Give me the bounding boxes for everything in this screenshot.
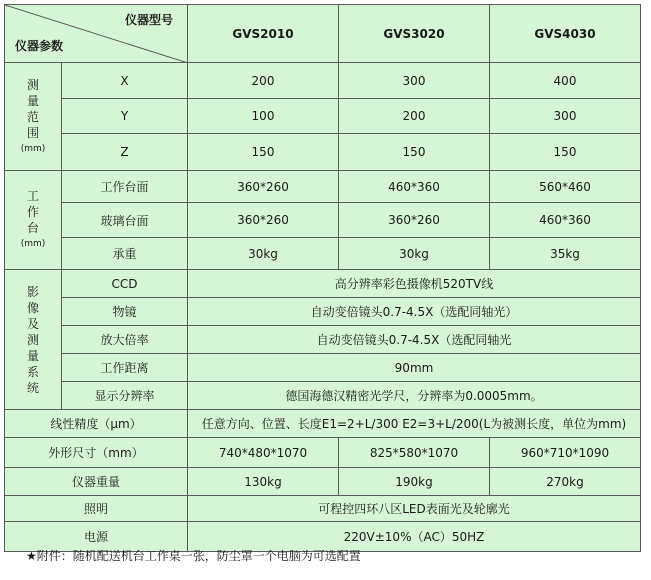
cell-value: 90mm	[188, 354, 641, 382]
cell-value: 300	[339, 63, 490, 99]
row-label: 工作距离	[62, 354, 188, 382]
imaging-group-label: 影 像 及 测 量 系 统	[5, 270, 62, 410]
row-label: Y	[62, 99, 188, 134]
table-row	[5, 171, 641, 203]
table-row	[5, 238, 641, 270]
diagonal-header-cell	[5, 5, 188, 63]
table-row	[5, 270, 641, 298]
cell-value: 200	[188, 63, 339, 99]
row-label: 外形尺寸（mm）	[5, 438, 188, 468]
row-label: 显示分辨率	[62, 382, 188, 410]
cell-value: 德国海德汉精密光学尺，分辨率为0.0005mm。	[188, 382, 641, 410]
table-row	[5, 382, 641, 410]
table-row	[5, 354, 641, 382]
range-group-label: 测 量 范 围 (mm)	[5, 63, 62, 171]
row-label: CCD	[62, 270, 188, 298]
table-group-label: 工 作 台 (mm)	[5, 171, 62, 270]
table-row	[5, 410, 641, 438]
cell-value: 150	[490, 134, 641, 171]
row-label: Z	[62, 134, 188, 171]
cell-value: 自动变倍镜头0.7-4.5X（选配同轴光	[188, 326, 641, 354]
cell-value: 360*260	[188, 171, 339, 203]
cell-value: 270kg	[490, 468, 641, 496]
row-label: 玻璃台面	[62, 203, 188, 238]
table-row	[5, 203, 641, 238]
table-row	[5, 298, 641, 326]
table-row	[5, 63, 641, 99]
cell-value: 150	[339, 134, 490, 171]
cell-value: 30kg	[339, 238, 490, 270]
spec-table	[4, 4, 641, 552]
model-header-1: GVS2010	[188, 5, 339, 63]
cell-value: 400	[490, 63, 641, 99]
corner-param-label: 仪器参数	[15, 39, 64, 53]
row-label: 承重	[62, 238, 188, 270]
cell-value: 300	[490, 99, 641, 134]
cell-value: 30kg	[188, 238, 339, 270]
row-label: 放大倍率	[62, 326, 188, 354]
cell-value: 自动变倍镜头0.7-4.5X（选配同轴光）	[188, 298, 641, 326]
table-row	[5, 496, 641, 522]
table-row	[5, 326, 641, 354]
table-row	[5, 468, 641, 496]
cell-value: 460*360	[490, 203, 641, 238]
model-header-2: GVS3020	[339, 5, 490, 63]
row-label: 工作台面	[62, 171, 188, 203]
cell-value: 360*260	[188, 203, 339, 238]
corner-model-label: 仪器型号	[124, 13, 173, 27]
cell-value: 高分辨率彩色摄像机520TV线	[188, 270, 641, 298]
table-row	[5, 134, 641, 171]
cell-value: 220V±10%（AC）50HZ	[188, 522, 641, 552]
cell-value: 任意方向、位置、长度E1=2+L/300 E2=3+L/200(L为被测长度，单位为mm)	[188, 410, 641, 438]
cell-value: 960*710*1090	[490, 438, 641, 468]
cell-value: 560*460	[490, 171, 641, 203]
cell-value: 190kg	[339, 468, 490, 496]
cell-value: 825*580*1070	[339, 438, 490, 468]
cell-value: 35kg	[490, 238, 641, 270]
row-label: 线性精度（μm）	[5, 410, 188, 438]
cell-value: 360*260	[339, 203, 490, 238]
cell-value: 可程控四环八区LED表面光及轮廓光	[188, 496, 641, 522]
row-label: 物镜	[62, 298, 188, 326]
header-row	[5, 5, 641, 63]
cell-value: 740*480*1070	[188, 438, 339, 468]
cell-value: 100	[188, 99, 339, 134]
cell-value: 200	[339, 99, 490, 134]
footnote: ★附件：随机配送机台工作桌一张，防尘罩一个电脑为可选配置	[26, 549, 361, 563]
cell-value: 150	[188, 134, 339, 171]
table-row	[5, 438, 641, 468]
cell-value: 460*360	[339, 171, 490, 203]
table-row	[5, 99, 641, 134]
row-label: X	[62, 63, 188, 99]
row-label: 照明	[5, 496, 188, 522]
model-header-3: GVS4030	[490, 5, 641, 63]
cell-value: 130kg	[188, 468, 339, 496]
row-label: 仪器重量	[5, 468, 188, 496]
row-label: 电源	[5, 522, 188, 552]
